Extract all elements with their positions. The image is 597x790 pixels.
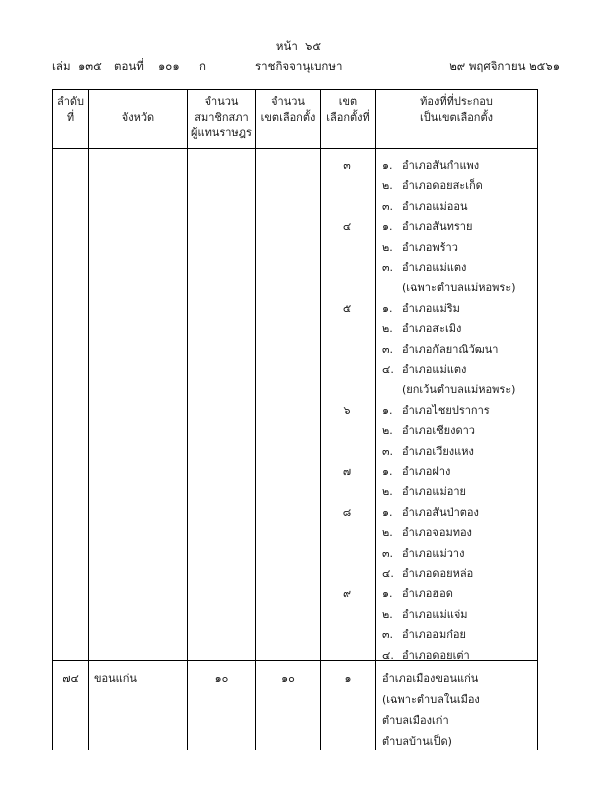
area-name: อำเภอดอยหล่อ — [402, 567, 474, 580]
row-order: ๗๔ — [62, 672, 79, 685]
zone-number: ๓ — [343, 159, 351, 172]
col-header-order: ลำดับ ที่ — [56, 95, 85, 124]
col-border — [255, 89, 256, 750]
item-number: ๔. — [382, 567, 394, 580]
item-number: ๑. — [382, 302, 393, 315]
col-border — [537, 89, 538, 750]
area-item — [382, 340, 498, 358]
area-name: อำเภอแม่แตง — [402, 261, 467, 274]
area-item — [382, 625, 466, 643]
row-area-line: ตำบลเมืองเก่า — [382, 714, 449, 727]
area-item — [382, 176, 483, 194]
area-item — [382, 401, 490, 419]
item-number: ๓. — [382, 628, 394, 641]
col-border — [187, 89, 188, 750]
row-members: ๑๐ — [214, 672, 229, 685]
area-name: อำเภอแม่แจ่ม — [402, 608, 468, 621]
area-name: อำเภอดอยสะเก็ด — [402, 179, 483, 192]
col-header-zone: เขต เลือกตั้งที่ — [326, 95, 370, 124]
area-item — [382, 442, 474, 460]
area-item — [382, 258, 466, 276]
area-item — [382, 646, 470, 664]
item-number: ๓. — [382, 261, 394, 274]
issue-number: ๑๐๑ — [158, 59, 180, 73]
area-name: อำเภอเชียงดาว — [402, 424, 475, 437]
col-border — [88, 89, 89, 750]
item-number: ๒. — [382, 179, 393, 192]
area-name: อำเภอจอมทอง — [402, 526, 472, 539]
area-item — [382, 238, 458, 256]
col-border — [320, 89, 321, 750]
area-name: อำเภอฝาง — [402, 465, 451, 478]
area-item — [382, 156, 479, 174]
item-number: ๑. — [382, 506, 393, 519]
area-item — [382, 503, 479, 521]
item-number: ๒. — [382, 424, 393, 437]
area-name: อำเภอสันทราย — [402, 220, 473, 233]
area-name: อำเภอสันป่าตอง — [402, 506, 479, 519]
zone-number: ๘ — [342, 506, 352, 519]
col-header-members: จำนวน สมาชิกสภา ผู้แทนราษฎร — [191, 95, 252, 139]
area-name: อำเภอแม่แตง — [402, 363, 467, 376]
area-item — [382, 482, 466, 500]
publication-date: ๒๙ พฤศจิกายน ๒๕๖๑ — [449, 59, 560, 73]
area-item — [382, 523, 472, 541]
area-item — [382, 278, 515, 296]
item-number: ๑. — [382, 220, 393, 233]
area-item — [382, 462, 450, 480]
area-name: อำเภอดอยเต่า — [402, 649, 470, 662]
zone-number: ๙ — [342, 587, 352, 600]
area-name: (ยกเว้นตำบลแม่หอพระ) — [402, 383, 516, 396]
item-number: ๒. — [382, 241, 393, 254]
col-border — [52, 89, 53, 750]
volume-number: ๑๓๕ — [78, 59, 102, 73]
area-item — [382, 544, 464, 562]
item-number: ๓. — [382, 343, 394, 356]
item-number: ๒. — [382, 322, 393, 335]
item-number: ๒. — [382, 485, 393, 498]
area-item — [382, 217, 472, 235]
area-name: อำเภอสะเมิง — [402, 322, 462, 335]
zone-number: ๖ — [343, 404, 351, 417]
area-item — [382, 380, 515, 398]
gazette-header — [52, 58, 560, 74]
zone-number: ๔ — [342, 220, 352, 233]
header-bottom-border — [52, 148, 538, 149]
area-name: อำเภอสันกำแพง — [402, 159, 480, 172]
area-item — [382, 564, 473, 582]
area-name: อำเภอเวียงแหง — [402, 445, 474, 458]
col-header-areas: ท้องที่ที่ประกอบ เป็นเขตเลือกตั้ง — [420, 95, 493, 124]
row-zone: ๑ — [344, 672, 352, 685]
col-header-province: จังหวัด — [121, 111, 155, 124]
col-border — [375, 89, 376, 750]
item-number: ๓. — [382, 200, 394, 213]
item-number: ๓. — [382, 547, 394, 560]
table-top-border — [52, 89, 538, 90]
area-name: อำเภอแม่อาย — [402, 485, 466, 498]
area-item — [382, 605, 468, 623]
col-header-districts: จำนวน เขตเลือกตั้ง — [260, 95, 316, 124]
issue-label: ตอนที่ — [114, 59, 144, 73]
item-number: ๔. — [382, 649, 394, 662]
section-letter: ก — [199, 59, 206, 73]
volume-label: เล่ม — [52, 59, 71, 73]
row-area-line: อำเภอเมืองขอนแก่น — [382, 672, 479, 685]
gazette-name: ราชกิจจานุเบกษา — [255, 59, 343, 73]
area-item — [382, 197, 467, 215]
item-number: ๑. — [382, 404, 393, 417]
area-name: อำเภอแม่วาง — [402, 547, 465, 560]
page-number: หน้า ๖๕ — [275, 39, 322, 53]
area-name: อำเภอกัลยาณิวัฒนา — [402, 343, 499, 356]
area-name: (เฉพาะตำบลแม่หอพระ) — [402, 281, 516, 294]
zone-number: ๕ — [342, 302, 352, 315]
item-number: ๒. — [382, 526, 393, 539]
item-number: ๑. — [382, 587, 393, 600]
area-item — [382, 584, 453, 602]
area-item — [382, 421, 475, 439]
row-province: ขอนแก่น — [94, 672, 137, 685]
area-name: อำเภอแม่ริม — [402, 302, 460, 315]
item-number: ๓. — [382, 445, 394, 458]
area-item — [382, 360, 466, 378]
item-number: ๒. — [382, 608, 393, 621]
item-number: ๑. — [382, 465, 393, 478]
area-name: อำเภอไชยปราการ — [402, 404, 490, 417]
item-number: ๑. — [382, 159, 393, 172]
area-name: อำเภอแม่ออน — [402, 200, 468, 213]
row-districts: ๑๐ — [281, 672, 295, 685]
row-area-line: ตำบลบ้านเป็ด) — [382, 735, 452, 748]
row-area-line: (เฉพาะตำบลในเมือง — [382, 693, 480, 706]
area-name: อำเภออมก๋อย — [402, 628, 466, 641]
item-number: ๔. — [382, 363, 394, 376]
zone-number: ๗ — [342, 465, 352, 478]
area-name: อำเภอฮอด — [402, 587, 453, 600]
area-item — [382, 299, 460, 317]
area-name: อำเภอพร้าว — [402, 241, 458, 254]
area-item — [382, 319, 461, 337]
